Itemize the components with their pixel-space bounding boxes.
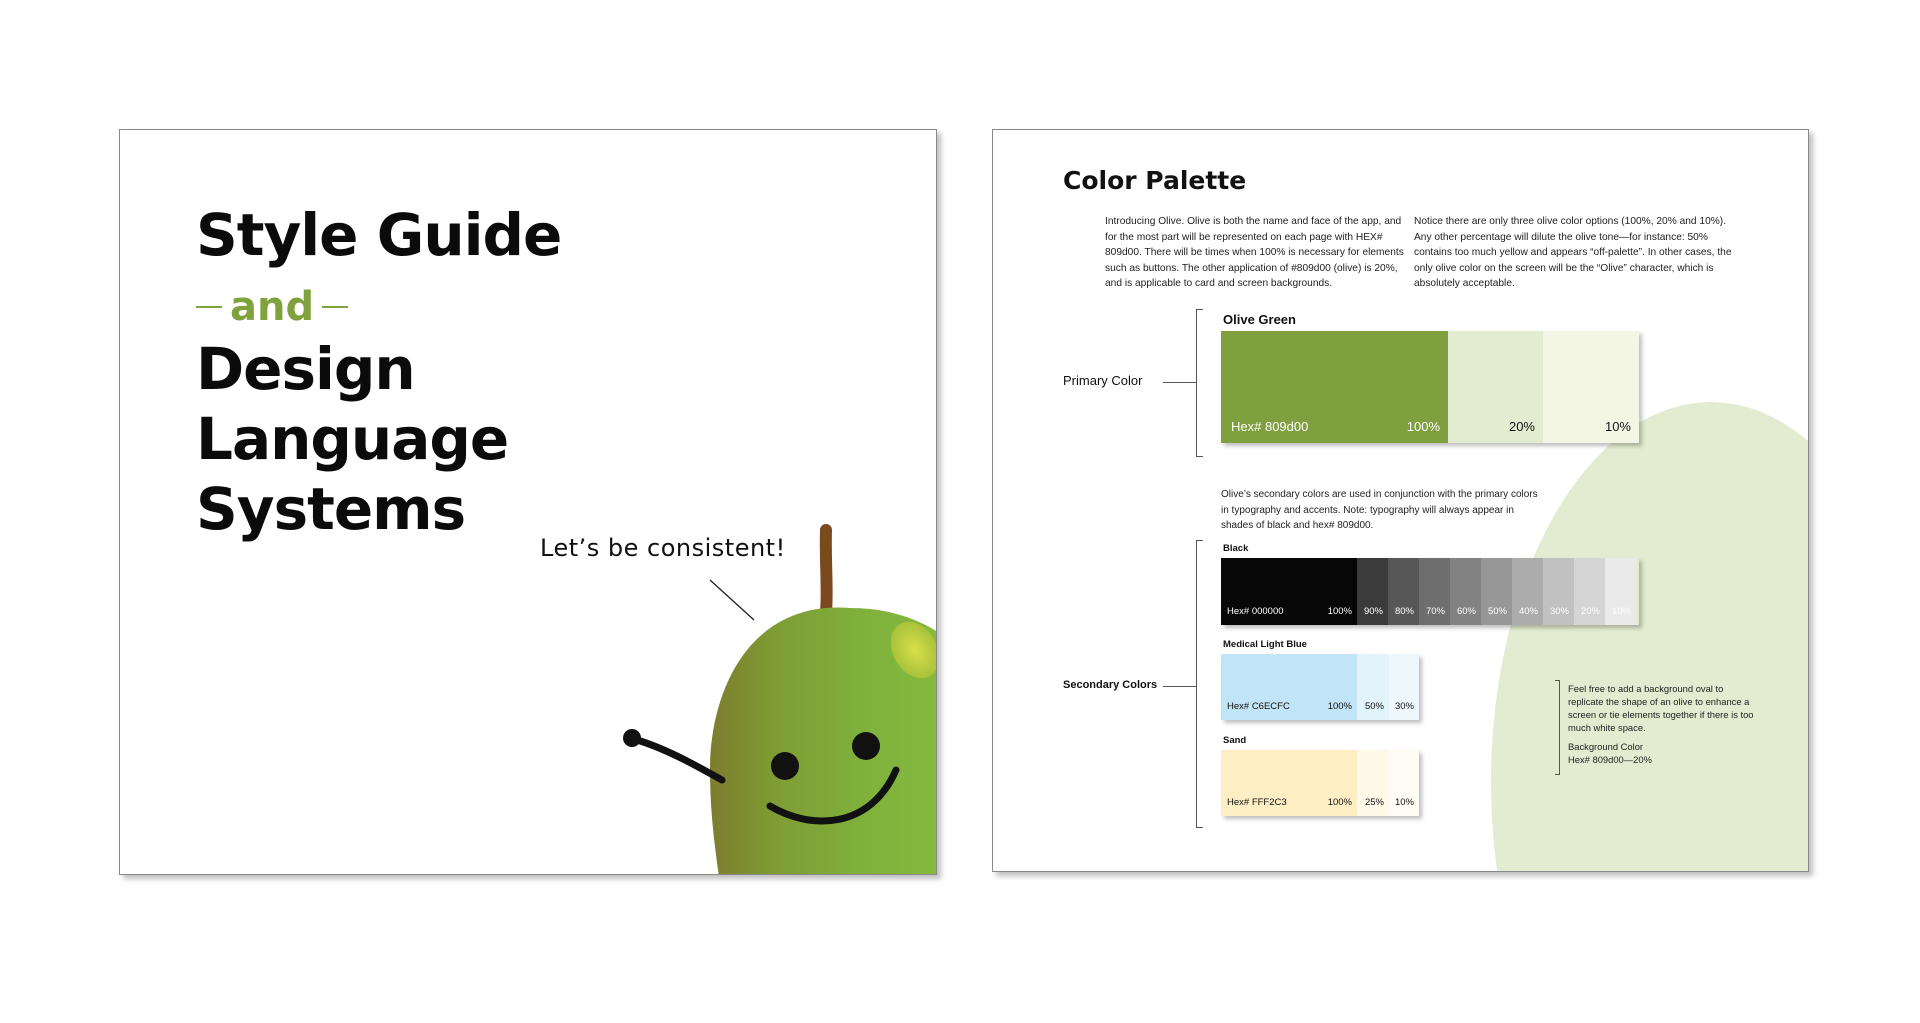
olive-mascot-illustration (120, 130, 936, 874)
black-name: Black (1223, 543, 1249, 554)
black-swatch-row (1221, 558, 1639, 625)
olive-hand (623, 729, 641, 747)
blue-pct-30: 30% (1394, 701, 1414, 712)
black-swatch-90 (1357, 558, 1388, 625)
sand-swatch-25 (1357, 750, 1389, 816)
note-bg-label: Background Color (1568, 741, 1644, 752)
black-pct-50: 50% (1487, 606, 1507, 617)
sand-name: Sand (1223, 735, 1247, 746)
cover-title-line-1: Style Guide (196, 201, 562, 269)
olive-swatch-100 (1221, 331, 1448, 443)
black-hex-label: Hex# 000000 (1227, 606, 1284, 617)
olive-swatch-row (1221, 331, 1639, 443)
blue-swatch-100 (1221, 654, 1357, 720)
secondary-intro: Olive’s secondary colors are used in conjunction with the primary colors in typography and accents. Note: typography will always appear in shades of black and hex# 809d00. (1221, 489, 1538, 531)
cover-page (119, 129, 937, 875)
note-rule (1559, 680, 1560, 775)
cover-title-line-2: Design (196, 335, 415, 403)
note-rule-top (1555, 680, 1560, 681)
sand-swatch-10 (1389, 750, 1419, 816)
blue-hex-label: Hex# C6ECFC (1227, 701, 1290, 712)
olive-pct-20: 20% (1508, 419, 1535, 434)
blue-swatch-50 (1357, 654, 1389, 720)
intro-paragraph-left: Introducing Olive. Olive is both the name and face of the app, and for the most part will be represented on each page with HEX# 809d00. There will be times when 100% is necessary for elements such as buttons. The other application of #809d00 (olive) is 20%, and is applicable to card and screen backgrounds. (1105, 216, 1404, 289)
secondary-connector (1163, 686, 1196, 687)
black-pct-80: 80% (1394, 606, 1414, 617)
blue-swatch-row (1221, 654, 1419, 720)
sand-swatch-100 (1221, 750, 1357, 816)
sand-swatch-row (1221, 750, 1419, 816)
sand-hex-label: Hex# FFF2C3 (1227, 797, 1287, 808)
black-swatch-40 (1512, 558, 1543, 625)
olive-green-name: Olive Green (1223, 312, 1296, 327)
olive-pct-100: 100% (1406, 419, 1440, 434)
olive-swatch-10 (1543, 331, 1639, 443)
black-swatch-20 (1574, 558, 1605, 625)
background-note (1568, 682, 1758, 766)
olive-right-eye (852, 732, 880, 760)
olive-pct-10: 10% (1604, 419, 1631, 434)
black-swatch-10 (1605, 558, 1636, 625)
intro-paragraph-right: Notice there are only three olive color options (100%, 20% and 10%). Any other percentage will dilute the olive tone—for instance: 50% contains too much yellow and appears “off-palette”. In other cases, the only olive color on the screen will be the “Olive” character, which is absolutely acceptable. (1414, 216, 1732, 289)
black-pct-100: 100% (1327, 606, 1352, 617)
medical-light-blue-name: Medical Light Blue (1223, 639, 1307, 650)
black-pct-40: 40% (1518, 606, 1538, 617)
and-word: and (230, 284, 315, 330)
black-swatch-100 (1221, 558, 1357, 625)
olive-left-eye (771, 752, 799, 780)
speech-pointer-line (710, 580, 754, 620)
black-pct-70: 70% (1425, 606, 1445, 617)
black-pct-20: 20% (1580, 606, 1600, 617)
black-swatch-70 (1419, 558, 1450, 625)
olive-stem (826, 530, 827, 612)
black-pct-60: 60% (1456, 606, 1476, 617)
black-pct-10: 10% (1611, 606, 1631, 617)
primary-bracket (1196, 309, 1203, 457)
secondary-bracket (1196, 540, 1203, 828)
black-pct-90: 90% (1363, 606, 1383, 617)
black-swatch-30 (1543, 558, 1574, 625)
sand-pct-100: 100% (1327, 797, 1352, 808)
olive-arm (634, 739, 722, 780)
primary-connector (1163, 382, 1196, 383)
speech-text: Let’s be consistent! (540, 534, 786, 562)
note-text: Feel free to add a background oval to replicate the shape of an olive to enhance a screen or tie elements together if there is too much white space. (1568, 683, 1754, 733)
note-bg-value: Hex# 809d00—20% (1568, 754, 1652, 765)
black-pct-30: 30% (1549, 606, 1569, 617)
secondary-colors-label: Secondary Colors (1063, 679, 1158, 691)
black-swatch-60 (1450, 558, 1481, 625)
black-swatch-50 (1481, 558, 1512, 625)
sand-pct-25: 25% (1364, 797, 1384, 808)
cover-title-line-3: Language (196, 405, 509, 473)
blue-swatch-30 (1389, 654, 1419, 720)
background-oval (1491, 402, 1809, 872)
olive-hex-label: Hex# 809d00 (1231, 419, 1309, 434)
blue-pct-50: 50% (1364, 701, 1384, 712)
color-palette-page (992, 129, 1809, 872)
blue-pct-100: 100% (1327, 701, 1352, 712)
cover-title-line-4: Systems (196, 475, 466, 543)
olive-swatch-20 (1448, 331, 1543, 443)
sand-pct-10: 10% (1394, 797, 1414, 808)
page-title: Color Palette (1063, 166, 1247, 195)
primary-color-label: Primary Color (1063, 373, 1143, 388)
note-rule-bottom (1555, 774, 1560, 775)
black-swatch-80 (1388, 558, 1419, 625)
